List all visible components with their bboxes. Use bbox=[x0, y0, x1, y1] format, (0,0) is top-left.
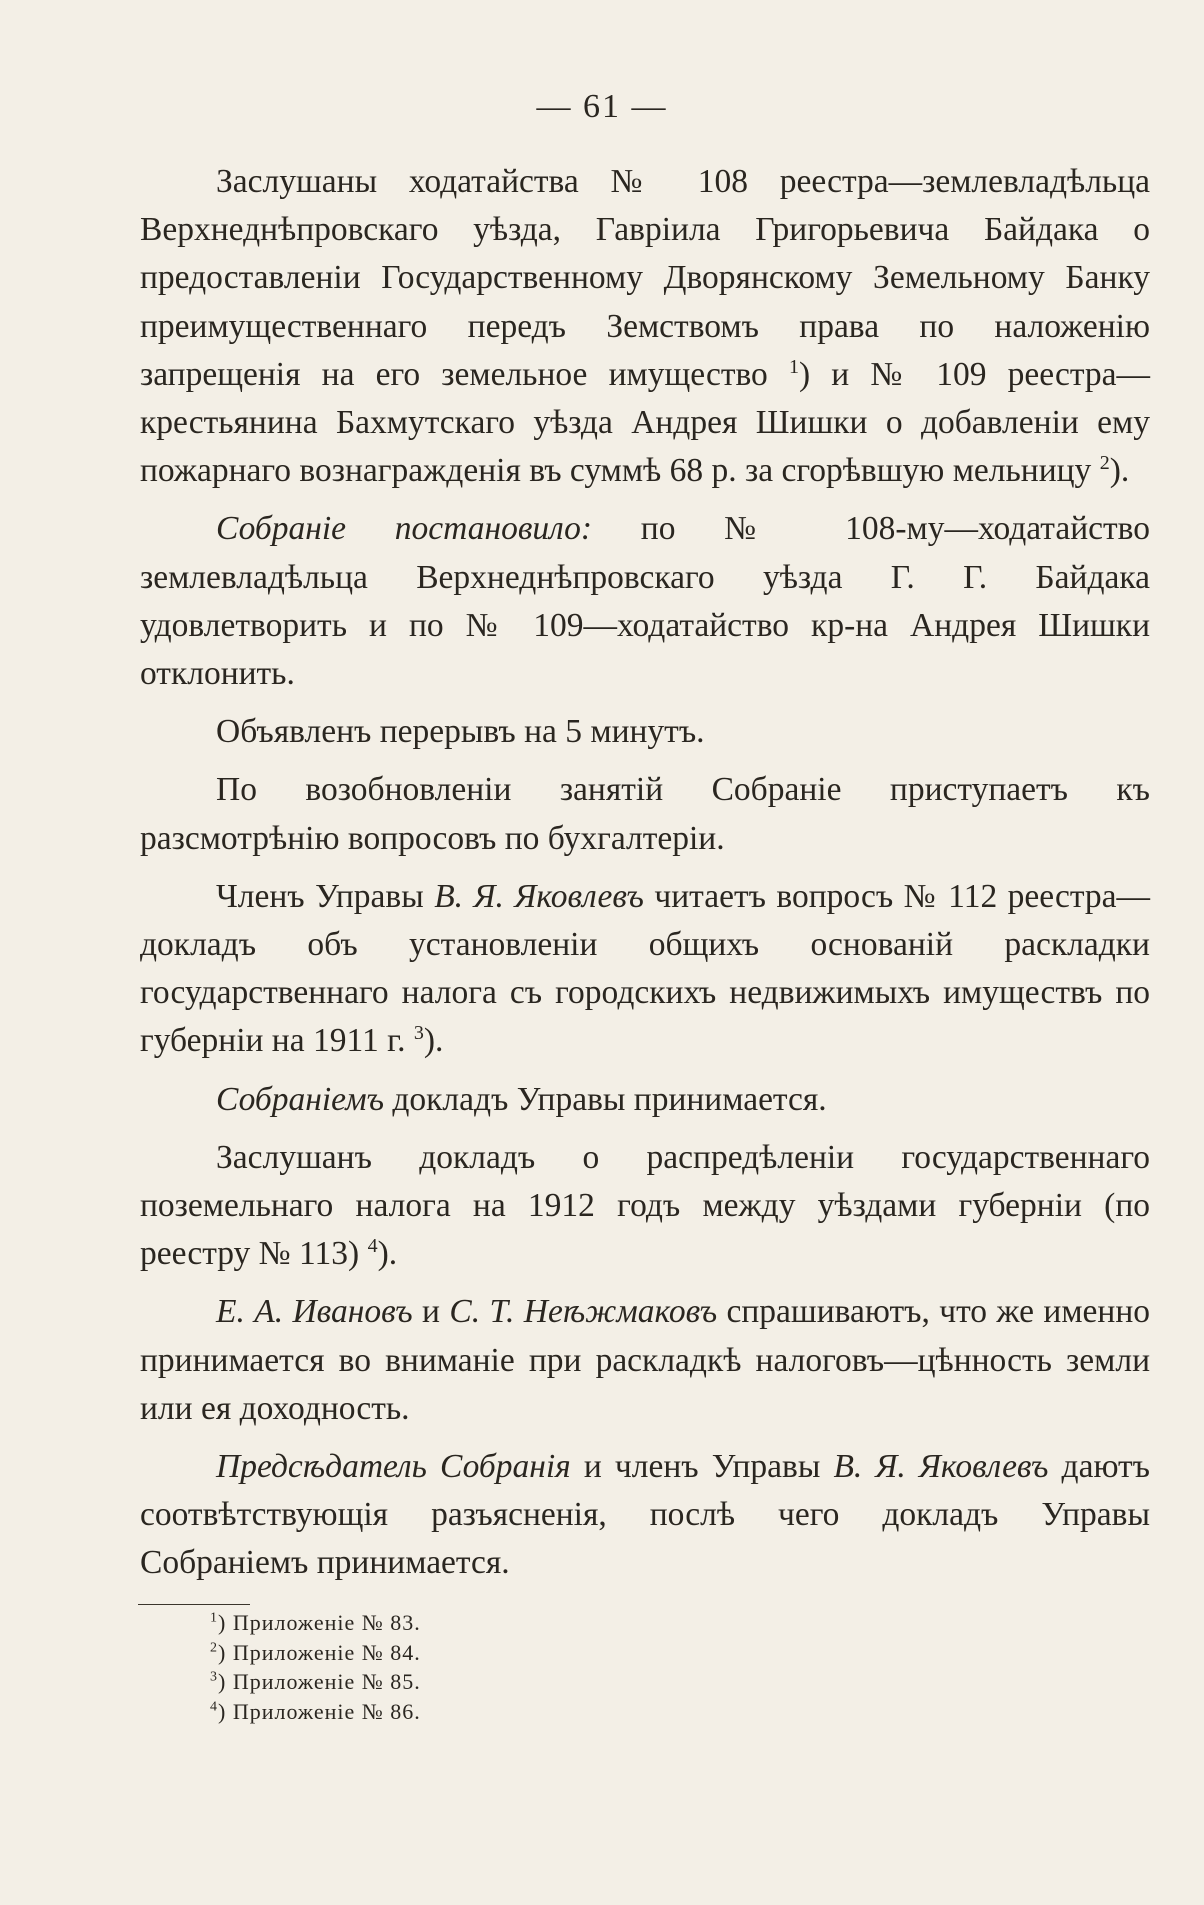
paragraph-text: читаетъ вопросъ № 112 реестра—докладъ объ установленіи общихъ основаній раскладки государственнаго налога съ городскихъ недвижимыхъ имуществъ по губерніи на 1911 г. bbox=[140, 877, 1151, 1060]
footnote-divider bbox=[138, 1604, 250, 1605]
paragraph-text: по № 108-му—ходатайство землевладѣльца Верхнеднѣпровскаго уѣзда Г. Г. Байдака удовлетворить и по № 109—ходатайство кр-на Андрея Шишки отклонить. bbox=[140, 510, 1151, 693]
footnote-ref: 3 bbox=[413, 1022, 424, 1045]
paragraph-petitions: Заслушаны ходатайства № 108 реестра—землевладѣльца Верхнеднѣпровскаго уѣзда, Гавріила Григорьевича Байдака о предоставленіи Государственному Дворянскому Земельному Банку преимущественнаго передъ Земствомъ права по наложенію запрещенія на его земельное имущество $^1$) и № 109 реестра—крестьянина Бахмутскаго уѣзда Андрея Шишки о добавленіи ему пожарнаго вознагражденія въ суммѣ 68 р. за сгорѣвшую мельницу $^2$). bbox=[140, 163, 1151, 490]
paragraph-end: ). bbox=[377, 1235, 398, 1273]
footnote-mark: 1 bbox=[210, 1610, 218, 1626]
speaker-name: С. Т. Неѣжмаковъ bbox=[449, 1293, 718, 1331]
footnote-ref: 2 bbox=[1099, 452, 1110, 475]
footnote-mark: 3 bbox=[210, 1669, 218, 1685]
paragraph-end: . bbox=[1120, 452, 1130, 490]
resolution-lead: Собраніе постановило: bbox=[216, 510, 593, 548]
footnote-item bbox=[210, 1608, 710, 1638]
footnote-text: ) Приложеніе № 85. bbox=[218, 1669, 421, 1694]
speaker-name: В. Я. Яковлевъ bbox=[833, 1448, 1049, 1486]
paragraph-text: и № 109 реестра—крестьянина Бахмутскаго уѣзда Андрея Шишки о добавленіи ему пожарнаго вознагражденія въ суммѣ 68 р. за сгорѣвшую мельницу bbox=[140, 355, 1151, 490]
footnote-ref: 1 bbox=[788, 355, 799, 378]
paragraph-text: докладъ Управы принимается. bbox=[392, 1080, 827, 1118]
resolution-lead: Собраніемъ bbox=[216, 1080, 384, 1118]
footnote-text: ) Приложеніе № 86. bbox=[218, 1698, 421, 1724]
speaker-name: Предсѣдатель Собранія bbox=[216, 1448, 571, 1486]
speaker-name: В. Я. Яковлевъ bbox=[434, 877, 644, 915]
speaker-name: Е. А. Ивановъ bbox=[216, 1293, 413, 1331]
paragraph-text: даютъ соотвѣтствующія разъясненія, послѣ чего докладъ Управы Собраніемъ принимается. bbox=[140, 1448, 1150, 1582]
footnote-ref: 4 bbox=[367, 1235, 378, 1258]
footnote-text: ) Приложеніе № 84. bbox=[218, 1639, 421, 1665]
footnote-item bbox=[210, 1667, 710, 1697]
footnote-mark: 4 bbox=[210, 1699, 218, 1715]
footnote-item bbox=[210, 1638, 710, 1668]
footnote-mark: 2 bbox=[210, 1640, 218, 1656]
paragraph-end: ). bbox=[423, 1022, 444, 1060]
footnote-item bbox=[210, 1697, 710, 1727]
paragraph-report-112 bbox=[140, 873, 1150, 1066]
paragraph-text: и членъ Управы bbox=[583, 1448, 821, 1486]
paragraph-resumption bbox=[140, 766, 1150, 862]
footnote-text: ) Приложеніе № 83. bbox=[218, 1610, 421, 1635]
paragraph-text: По возобновленіи занятій Собраніе приступаетъ къ разсмотрѣнію вопросовъ по бухгалтеріи. bbox=[140, 771, 1150, 857]
footnotes bbox=[210, 1608, 710, 1726]
paragraph-report-113 bbox=[140, 1134, 1150, 1279]
paragraph-accepted bbox=[140, 1076, 1150, 1124]
paragraph-break bbox=[140, 708, 1150, 756]
paragraph-text: спрашиваютъ, что же именно принимается во вниманіе при раскладкѣ налоговъ—цѣнность земли или ея доходность. bbox=[140, 1293, 1151, 1427]
paragraph-text: Заслушаны ходатайства № 108 реестра—землевладѣльца Верхнеднѣпровскаго уѣзда, Гавріила Григорьевича Байдака о предоставленіи Государственному Дворянскому Земельному Банку преимущественнаго передъ Земствомъ права по наложенію запрещенія на его земельное имущество bbox=[140, 163, 1150, 393]
paragraph-question bbox=[140, 1288, 1150, 1433]
page-number: — 61 — bbox=[536, 88, 668, 125]
paragraph-text: Членъ Управы bbox=[216, 877, 424, 915]
paragraph-text: Объявленъ перерывъ на 5 минутъ. bbox=[216, 713, 705, 751]
body-text bbox=[140, 158, 1150, 1598]
paragraph-text: и bbox=[422, 1293, 440, 1331]
paragraph-text: Заслушанъ докладъ о распредѣленіи государственнаго поземельнаго налога на 1912 годъ между уѣздами губерніи (по реестру № 113) bbox=[140, 1138, 1150, 1273]
paragraph-explanation bbox=[140, 1443, 1150, 1588]
paragraph-resolution bbox=[140, 505, 1150, 698]
